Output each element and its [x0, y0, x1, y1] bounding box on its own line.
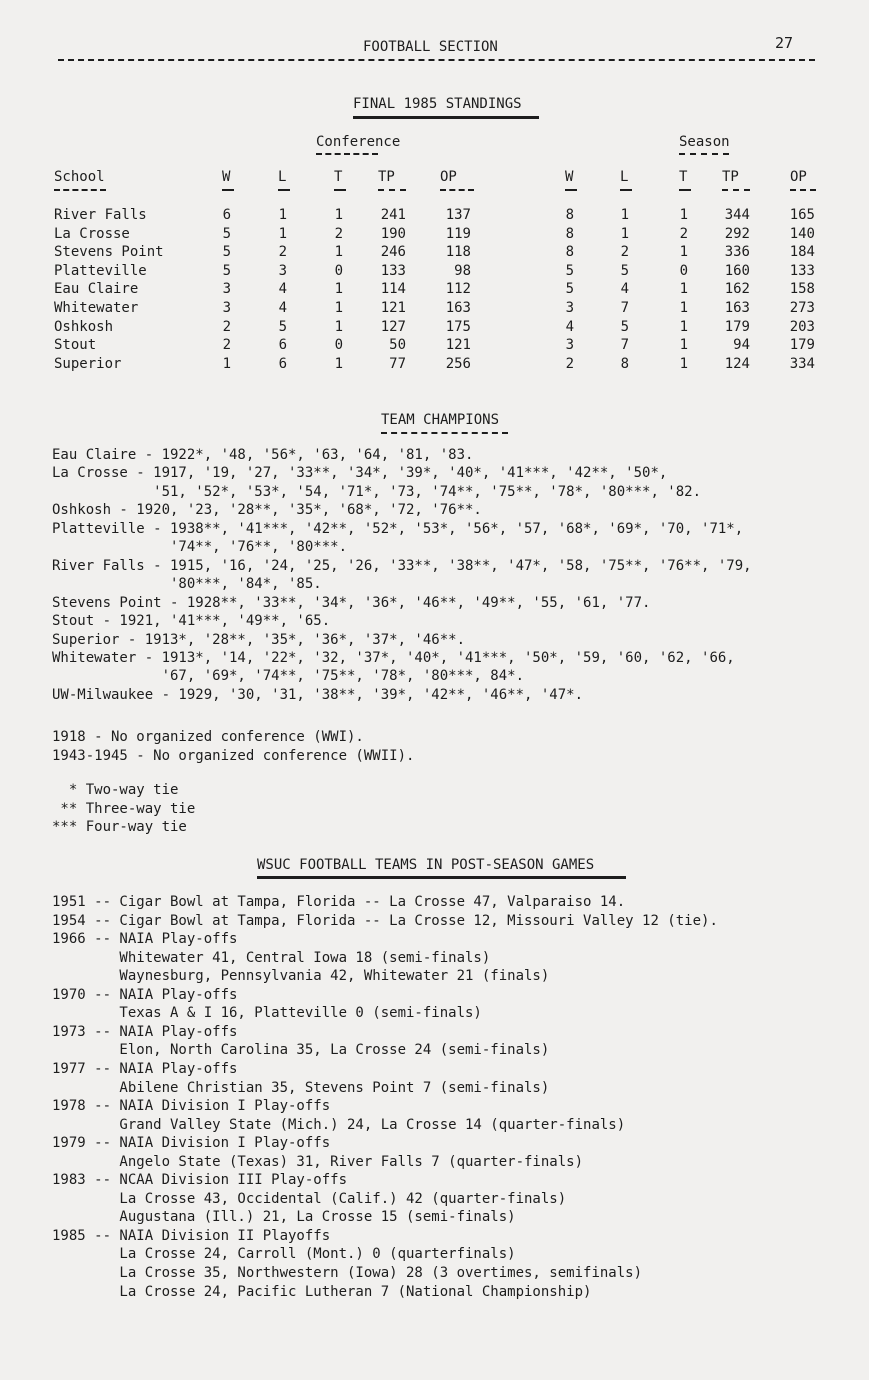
standings-cell: 1	[334, 355, 343, 372]
standings-cell: 5	[620, 318, 629, 335]
standings-cell: 2	[222, 337, 231, 354]
champion-line: Platteville - 1938**, '41***, '42**, '52*, '53*, '56*, '57, '68*, '69*, '70, '71*,	[52, 520, 744, 537]
standings-cell: 1	[679, 337, 688, 354]
standings-cell: 1	[334, 300, 343, 316]
postseason-line: Angelo State (Texas) 31, River Falls 7 (quarter-finals)	[52, 1153, 584, 1170]
standings-cell: 6	[278, 355, 287, 372]
standings-cell: 2	[222, 318, 231, 335]
standings-cell: 137	[445, 207, 471, 223]
standings-cell: 203	[789, 318, 815, 335]
postseason-title-underline	[257, 876, 626, 879]
postseason-line: 1977 -- NAIA Play-offs	[52, 1060, 238, 1077]
school-name: Eau Claire	[54, 281, 139, 298]
column-header: TP	[378, 169, 395, 185]
standings-cell: 179	[789, 337, 815, 354]
standings-cell: 336	[724, 244, 750, 261]
season-underline	[679, 153, 729, 155]
column-header: OP	[440, 169, 457, 185]
postseason-line: 1979 -- NAIA Division I Play-offs	[52, 1135, 331, 1152]
standings-cell: 94	[733, 337, 750, 354]
standings-cell: 4	[565, 318, 574, 335]
postseason-line: La Crosse 43, Occidental (Calif.) 42 (quarter-finals)	[52, 1190, 567, 1207]
standings-cell: 175	[445, 318, 471, 335]
standings-cell: 163	[724, 300, 750, 316]
column-header: L	[620, 169, 629, 185]
postseason-line: 1970 -- NAIA Play-offs	[52, 986, 238, 1003]
postseason-line: Texas A & I 16, Platteville 0 (semi-finals)	[52, 1005, 482, 1022]
standings-cell: 5	[565, 262, 574, 279]
standings-cell: 3	[565, 300, 574, 316]
standings-cell: 1	[679, 244, 688, 261]
standings-cell: 273	[789, 300, 815, 316]
standings-cell: 3	[278, 262, 287, 279]
column-header: L	[278, 169, 287, 185]
column-header: W	[222, 169, 231, 185]
column-header-underline	[334, 189, 346, 191]
standings-cell: 133	[380, 262, 406, 279]
postseason-line: Grand Valley State (Mich.) 24, La Crosse 14 (quarter-finals)	[52, 1116, 626, 1133]
standings-cell: 162	[724, 281, 750, 298]
standings-cell: 4	[278, 300, 287, 316]
school-name: La Crosse	[54, 225, 130, 242]
legend-line: * Two-way tie	[52, 782, 179, 798]
standings-cell: 292	[724, 225, 750, 242]
postseason-line: 1954 -- Cigar Bowl at Tampa, Florida -- La Crosse 12, Missouri Valley 12 (tie).	[52, 912, 718, 929]
champion-line: UW-Milwaukee - 1929, '30, '31, '38**, '39*, '42**, '46**, '47*.	[52, 686, 584, 703]
standings-cell: 158	[789, 281, 815, 298]
standings-cell: 8	[565, 225, 574, 242]
postseason-line: Augustana (Ill.) 21, La Crosse 15 (semi-finals)	[52, 1209, 516, 1226]
standings-cell: 1	[334, 318, 343, 335]
champion-line: Stevens Point - 1928**, '33**, '34*, '36*, '46**, '49**, '55, '61, '77.	[52, 594, 651, 611]
standings-cell: 121	[380, 300, 406, 316]
column-header-underline	[722, 189, 750, 191]
column-header-underline	[378, 189, 406, 191]
standings-cell: 0	[334, 337, 343, 354]
champion-note: 1943-1945 - No organized conference (WWII).	[52, 747, 415, 764]
standings-cell: 163	[445, 300, 471, 316]
standings-cell: 1	[679, 318, 688, 335]
standings-cell: 1	[222, 355, 231, 372]
standings-cell: 50	[389, 337, 406, 354]
column-header-underline	[679, 189, 691, 191]
standings-cell: 5	[565, 281, 574, 298]
champion-line: La Crosse - 1917, '19, '27, '33**, '34*, '39*, '40*, '41***, '42**, '50*,	[52, 465, 668, 482]
standings-cell: 121	[445, 337, 471, 354]
section-header: FOOTBALL SECTION	[363, 39, 498, 55]
standings-cell: 1	[679, 207, 688, 223]
standings-cell: 184	[789, 244, 815, 261]
standings-cell: 112	[445, 281, 471, 298]
standings-cell: 1	[679, 281, 688, 298]
column-header: W	[565, 169, 574, 185]
school-name: Whitewater	[54, 300, 139, 316]
standings-cell: 1	[620, 225, 629, 242]
standings-cell: 1	[679, 355, 688, 372]
champion-line: '74**, '76**, '80***.	[52, 539, 348, 556]
standings-cell: 8	[565, 244, 574, 261]
standings-title-underline	[353, 116, 539, 119]
column-header-underline	[278, 189, 290, 191]
standings-cell: 1	[334, 281, 343, 298]
column-header-underline	[440, 189, 474, 191]
column-header-underline	[565, 189, 577, 191]
champion-line: Superior - 1913*, '28**, '35*, '36*, '37*, '46**.	[52, 631, 466, 648]
postseason-line: Elon, North Carolina 35, La Crosse 24 (semi-finals)	[52, 1042, 550, 1059]
standings-cell: 5	[222, 225, 231, 242]
postseason-line: 1966 -- NAIA Play-offs	[52, 931, 238, 948]
standings-cell: 119	[445, 225, 471, 242]
standings-cell: 7	[620, 337, 629, 354]
postseason-line: La Crosse 24, Pacific Lutheran 7 (National Championship)	[52, 1283, 592, 1300]
standings-cell: 5	[222, 244, 231, 261]
column-header: School	[54, 169, 105, 185]
school-name: Superior	[54, 355, 122, 372]
standings-cell: 127	[380, 318, 406, 335]
champion-line: '51, '52*, '53*, '54, '71*, '73, '74**, '75**, '78*, '80***, '82.	[52, 483, 702, 500]
champion-line: '67, '69*, '74**, '75**, '78*, '80***, 84*.	[52, 668, 525, 685]
school-name: River Falls	[54, 207, 147, 223]
postseason-line: Waynesburg, Pennsylvania 42, Whitewater 21 (finals)	[52, 968, 550, 985]
header-rule	[58, 59, 815, 61]
standings-cell: 2	[565, 355, 574, 372]
postseason-line: 1951 -- Cigar Bowl at Tampa, Florida -- La Crosse 47, Valparaiso 14.	[52, 894, 626, 910]
column-header: T	[679, 169, 688, 185]
standings-cell: 4	[278, 281, 287, 298]
standings-cell: 1	[278, 207, 287, 223]
standings-cell: 4	[620, 281, 629, 298]
postseason-line: Whitewater 41, Central Iowa 18 (semi-finals)	[52, 949, 491, 966]
postseason-line: La Crosse 24, Carroll (Mont.) 0 (quarterfinals)	[52, 1246, 516, 1263]
school-name: Oshkosh	[54, 318, 114, 335]
conference-group-header: Conference	[316, 134, 401, 150]
postseason-line: 1973 -- NAIA Play-offs	[52, 1023, 238, 1040]
standings-cell: 114	[380, 281, 406, 298]
legend-line: *** Four-way tie	[52, 819, 187, 835]
postseason-line: 1983 -- NCAA Division III Play-offs	[52, 1172, 348, 1189]
champion-line: River Falls - 1915, '16, '24, '25, '26, '33**, '38**, '47*, '58, '75**, '76**, '79,	[52, 557, 752, 574]
postseason-title: WSUC FOOTBALL TEAMS IN POST-SEASON GAMES	[257, 857, 595, 873]
standings-cell: 160	[724, 262, 750, 279]
standings-cell: 0	[334, 262, 343, 279]
standings-cell: 124	[724, 355, 750, 372]
standings-cell: 5	[222, 262, 231, 279]
standings-cell: 77	[389, 355, 406, 372]
standings-cell: 1	[334, 244, 343, 261]
season-group-header: Season	[679, 134, 730, 150]
school-name: Stevens Point	[54, 244, 164, 261]
postseason-line: La Crosse 35, Northwestern (Iowa) 28 (3 overtimes, semifinals)	[52, 1265, 643, 1281]
standings-cell: 165	[789, 207, 815, 223]
postseason-line: 1978 -- NAIA Division I Play-offs	[52, 1098, 331, 1115]
standings-cell: 5	[278, 318, 287, 335]
school-name: Stout	[54, 337, 97, 354]
champion-note: 1918 - No organized conference (WWI).	[52, 729, 364, 745]
standings-cell: 8	[620, 355, 629, 372]
column-header: TP	[722, 169, 739, 185]
standings-cell: 1	[278, 225, 287, 242]
champions-title: TEAM CHAMPIONS	[381, 412, 500, 428]
standings-cell: 3	[565, 337, 574, 354]
standings-cell: 140	[789, 225, 815, 242]
column-header-underline	[620, 189, 632, 191]
column-header-underline	[54, 189, 106, 191]
standings-cell: 2	[278, 244, 287, 261]
column-header: OP	[790, 169, 807, 185]
champions-title-underline	[381, 432, 508, 434]
school-name: Platteville	[54, 262, 147, 279]
standings-cell: 5	[620, 262, 629, 279]
conference-underline	[316, 153, 378, 155]
standings-cell: 344	[724, 207, 750, 223]
standings-cell: 2	[334, 225, 343, 242]
standings-cell: 8	[565, 207, 574, 223]
champion-line: Whitewater - 1913*, '14, '22*, '32, '37*, '40*, '41***, '50*, '59, '60, '62, '66,	[52, 649, 735, 666]
standings-cell: 334	[789, 355, 815, 372]
standings-cell: 179	[724, 318, 750, 335]
standings-cell: 256	[445, 355, 471, 372]
champion-line: Oshkosh - 1920, '23, '28**, '35*, '68*, '72, '76**.	[52, 502, 482, 519]
standings-cell: 98	[454, 262, 471, 279]
postseason-line: Abilene Christian 35, Stevens Point 7 (semi-finals)	[52, 1079, 550, 1096]
standings-cell: 190	[380, 225, 406, 242]
standings-cell: 246	[380, 244, 406, 261]
standings-cell: 6	[222, 207, 231, 223]
standings-title: FINAL 1985 STANDINGS	[353, 96, 522, 112]
champion-line: Stout - 1921, '41***, '49**, '65.	[52, 613, 331, 630]
standings-cell: 1	[334, 207, 343, 223]
champion-line: '80***, '84*, '85.	[52, 576, 322, 593]
column-header-underline	[790, 189, 816, 191]
standings-cell: 7	[620, 300, 629, 316]
page-number: 27	[775, 34, 794, 52]
standings-cell: 118	[445, 244, 471, 261]
standings-cell: 133	[789, 262, 815, 279]
column-header: T	[334, 169, 343, 185]
standings-cell: 1	[679, 300, 688, 316]
standings-cell: 3	[222, 281, 231, 298]
champion-line: Eau Claire - 1922*, '48, '56*, '63, '64, '81, '83.	[52, 447, 474, 463]
standings-cell: 0	[679, 262, 688, 279]
standings-cell: 2	[620, 244, 629, 261]
standings-cell: 1	[620, 207, 629, 223]
postseason-line: 1985 -- NAIA Division II Playoffs	[52, 1227, 331, 1244]
standings-cell: 241	[380, 207, 406, 223]
standings-cell: 2	[679, 225, 688, 242]
standings-cell: 3	[222, 300, 231, 316]
standings-cell: 6	[278, 337, 287, 354]
legend-line: ** Three-way tie	[52, 800, 196, 817]
column-header-underline	[222, 189, 234, 191]
